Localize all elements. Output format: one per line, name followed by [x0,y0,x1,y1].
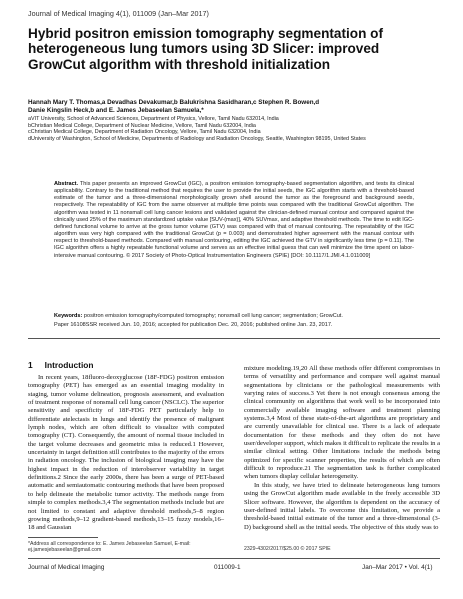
author-list [28,99,440,115]
left-column [28,360,224,533]
section-title: Introduction [44,360,94,370]
paper-history: Paper 16108SSR received Jun. 10, 2016; accepted for publication Dec. 20, 2016; published online Jan. 23, 2017. [54,322,333,328]
abstract [54,181,414,260]
intro-paragraph-2: mixture modeling.19,20 All these methods offer different compromises in terms of versatility and performance and compare well against manual segmentations by clinicians or the pathological measurements with varying rates of success.3 Yet there is not enough consensus among the clinical community on algorithms that work well to be incorporated into commercially available imaging software and treatment planning systems.3,4 Most of these state-of-the-art algorithms are proprietary and are currently unavailable for clinical use. There is a lack of adequate documentation for these methods and they often do not have user/developer support, which makes it difficult to replicate the results in a similar clinical setting. Other limitations include the methods being optimized for specific scanner properties, the results of which are often difficult to reproduce.21 The segmentation task is further complicated when tumors display cellular heterogeneity. [244,365,440,481]
issn-line: 2329-4302/2017/$25.00 © 2017 SPIE [244,546,331,552]
abstract-label: Abstract. [54,181,79,187]
correspondence-footnote: *Address all correspondence to: E. James Jebaseelan Samuel, E-mail: ej.jamesjebaseelan@gmail.com [28,541,191,554]
footnote-divider [28,537,98,538]
abstract-text: This paper presents an improved GrowCut (IGC), a positron emission tomography-based segmentation algorithm, and tests its clinical applicability. Contrary to the traditional method that requires the user to provide the initial seeds, the IGC algorithm starts with a threshold-based estimate of the tumor and a three-dimensional morphologically grown shell around the tumor as the foreground and background seeds, respectively. The repeatability of IGC from the same observer at multiple time points was compared with the traditional GrowCut algorithm. The algorithm was tested in 11 nonsmall cell lung cancer lesions and validated against the clinician-defined manual contour and compared against the clinically used 25% of the maximum standardized uptake value [SUV-(max)], 40% SUVmax, and adaptive threshold methods. The time to edit IGC-defined functional volume to arrive at the gross tumor volume (GTV) was compared with that of manual contouring. The repeatability of the IGC algorithm was very high compared with the traditional GrowCut (p = 0.003) and demonstrated higher agreement with the manual contour with respect to threshold-based methods. Compared with manual contouring, editing the IGC achieved the GTV in significantly less time (p = 0.11). The IGC algorithm offers a highly repeatable functional volume and serves as an effective initial guess that can well minimize the time spent on labor-intensive manual contouring. © 2017 Society of Photo-Optical Instrumentation Engineers (SPIE) [DOI: 10.1117/1.JMI.4.1.011009] [54,181,415,259]
footer-page-number: 011009-1 [214,564,241,571]
running-head: Journal of Medical Imaging 4(1), 011009 (Jan–Mar 2017) [28,9,209,18]
section-number: 1 [28,360,33,370]
header-divider [28,338,440,339]
affiliation-a: aVIT University, School of Advanced Sciences, Department of Physics, Vellore, Tamil Nadu 632014, India [28,116,279,122]
keywords-text: positron emission tomography/computed tomography; nonsmall cell lung cancer; segmentation; GrowCut. [83,313,343,319]
footer-divider [28,558,440,559]
footer-issue: Jan–Mar 2017 • Vol. 4(1) [362,564,433,571]
intro-paragraph-1: In recent years, 18fluoro-deoxyglucose (18F-FDG) positron emission tomography (PET) has emerged as an essential imaging modality in staging, tumor volume delineation, prognosis assessment, and evaluation of treatment response of nonsmall cell lung cancer (NSCLC). The superior sensitivity and specificity of 18F-FDG PET particularly help to differentiate atelectasis in lungs and identify the presence of malignant lymph nodes, which are often difficult to visualize with computed tomography (CT). Consequently, the amount of normal tissue included in the target volume decreases and geometric miss is reduced.1 However, uncertainty in target definition still contributes to the majority of the errors in radiation oncology. The inclusion of biological imaging may have the highest impact in the reduction of interobserver variability in target definitions.2 Since the early 2000s, there has been a surge of PET-based automatic and semiautomatic contouring methods that have been proposed to help delineate the metabolic tumor activity. The methods range from simple to complex methods.3,4 The segmentation methods include but are not limited to constant and adaptive threshold methods,5–8 region growing methods,9–12 gradient-based methods,13–15 fuzzy models,16–18 and Gaussian [28,374,224,532]
author-line-2: Danie Kingslin Heck,b and E. James Jebaseelan Samuela,* [28,107,204,114]
keywords-label: Keywords: [54,313,83,319]
affiliation-c: cChristian Medical College, Department of Radiation Oncology, Vellore, Tamil Nadu 632004, India [28,129,261,136]
affiliation-b: bChristian Medical College, Department of Nuclear Medicine, Vellore, Tamil Nadu 632004, India [28,122,256,129]
keywords [54,313,414,320]
intro-paragraph-3: In this study, we have tried to delineate heterogeneous lung tumors using the GrowCut algorithm made available in the freely accessible 3D Slicer software. However, the algorithm is dependent on the accuracy of user-defined initial labels. To overcome this limitation, we provide a threshold-based initial estimate of the tumor and a three-dimensional (3-D) background shell as the initial seeds. The objective of this study was to [244,481,440,531]
article-title: Hybrid positron emission tomography segmentation of heterogeneous lung tumors using 3D Slicer: improved GrowCut algorithm with threshold initialization [28,26,383,72]
right-column [244,365,440,532]
author-line-1: Hannah Mary T. Thomas,a Devadhas Devakumar,b Balukrishna Sasidharan,c Stephen R. Bowen,d [28,99,320,106]
footer-journal: Journal of Medical Imaging [28,564,105,571]
affiliation-d: dUniversity of Washington, School of Medicine, Departments of Radiology and Radiation Oncology, Seattle, Washington 98195, United States [28,135,366,142]
section-heading [28,360,224,370]
affiliations [28,116,440,142]
